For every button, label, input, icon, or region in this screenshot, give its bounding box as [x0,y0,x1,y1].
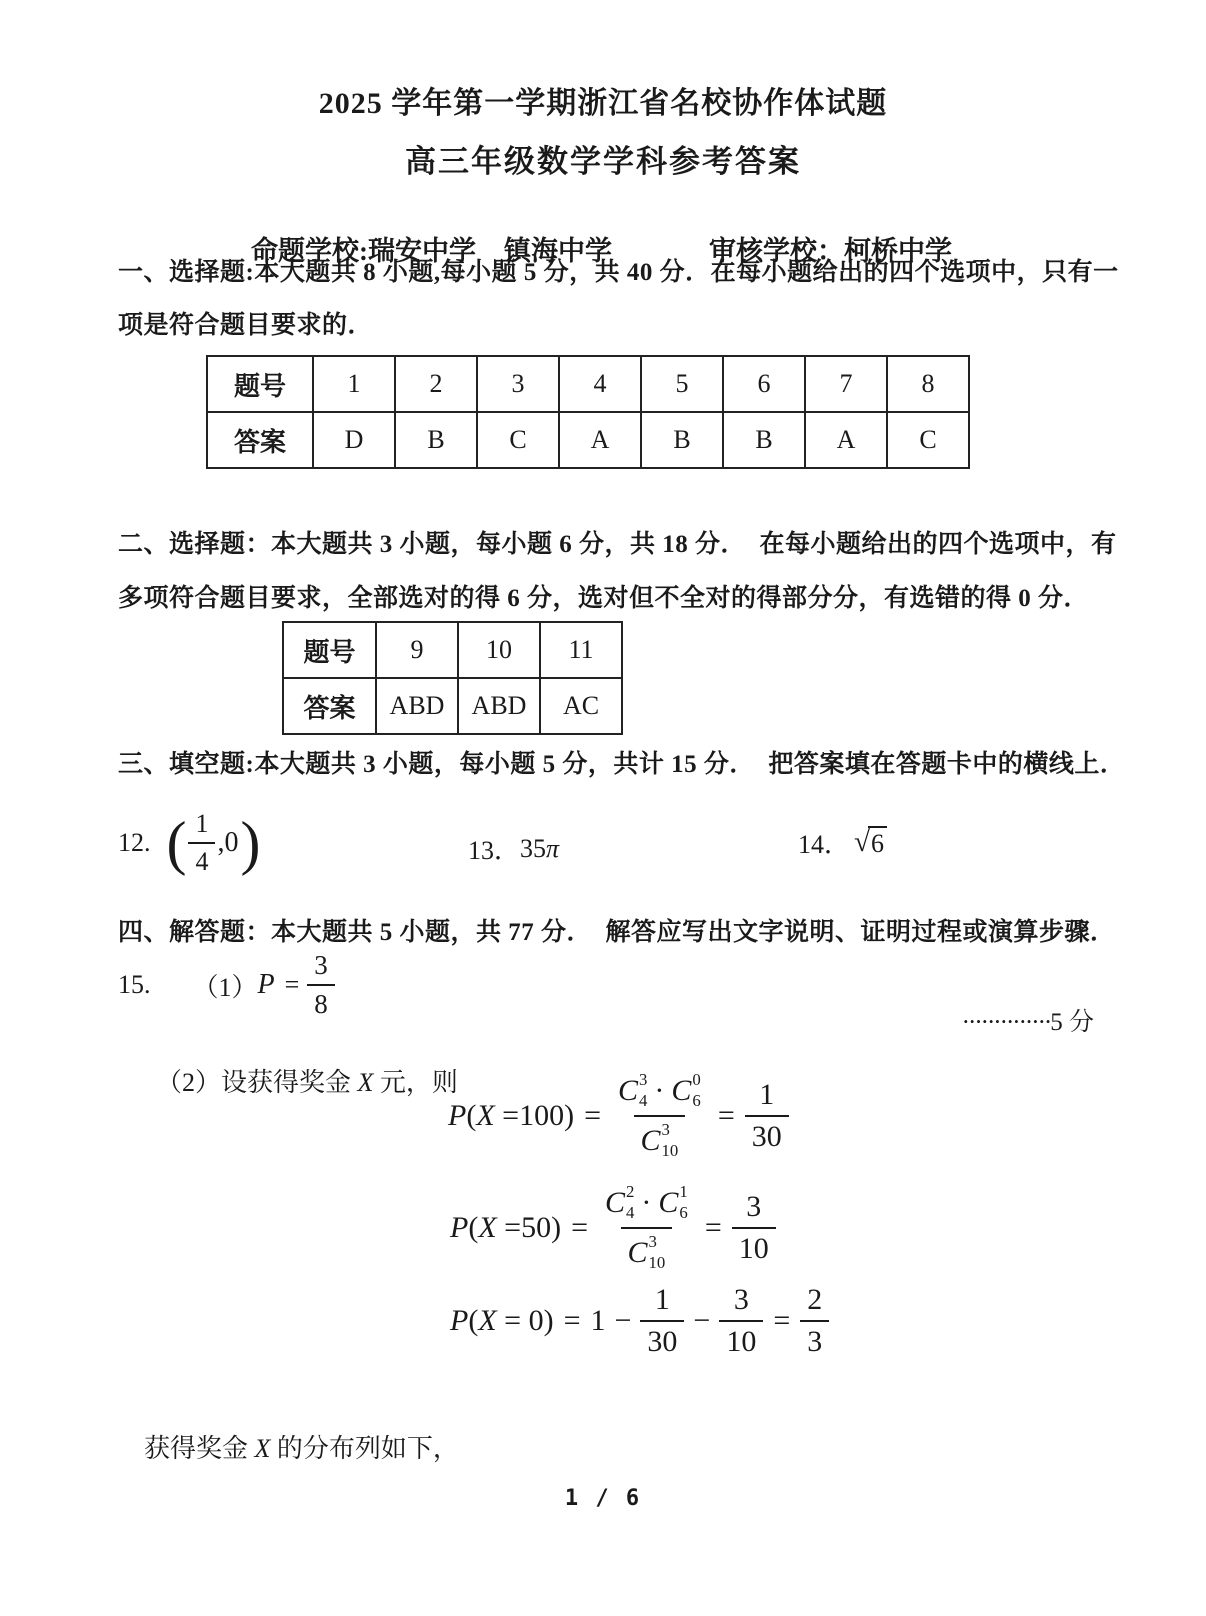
combination [618,1070,647,1112]
equals-sign: = [571,1211,588,1244]
combination-scripts [649,1232,666,1274]
fraction-numerator: 3 [746,1190,762,1223]
combination-letter: C [671,1074,692,1108]
equals-sign: = [563,1304,581,1337]
variable-x: X [357,1068,374,1097]
section3-heading: 三、填空题:本大题共 3 小题，每小题 5 分，共计 15 分． 把答案填在答题卡中的横线上． [118,751,1126,778]
combination [671,1070,700,1112]
fraction-denominator: 4 [188,842,215,877]
formula-p-x-100 [448,1070,789,1162]
answer-cell: C [477,412,559,468]
equals-sign: = [584,1099,601,1132]
table-answer-label: 答案 [207,412,313,468]
table-row [283,678,622,734]
answer-cell: AC [540,678,622,734]
fraction-denominator: 30 [745,1115,789,1154]
multiplication-dot: · [654,1074,665,1108]
subscript: 6 [692,1091,701,1111]
score-value: 5 分 [1050,1009,1094,1036]
combination [628,1232,666,1274]
answer-cell: A [559,412,641,468]
condition: = 0) [496,1304,554,1337]
combination-letter: C [605,1186,626,1220]
multiplication-dot: · [641,1186,652,1220]
pi-symbol: π [546,833,560,863]
distribution-intro [118,1398,459,1495]
subscript: 10 [661,1140,679,1160]
page-number: 1 / 6 [564,1486,642,1511]
reviewer-school: 审核学校：柯桥中学 [709,236,952,266]
fraction-denominator: 30 [640,1320,684,1359]
subscript: 6 [679,1203,688,1223]
combination-fraction [598,1182,695,1274]
question-number: 9 [376,622,458,678]
q12-fraction [188,809,215,877]
q15-label: 15. [118,970,151,999]
subscript: 4 [639,1091,648,1111]
result-fraction [732,1190,776,1266]
probability-symbol: P [448,1099,467,1132]
fraction-numerator [598,1182,695,1227]
open-paren: ( [166,810,187,876]
multi-choice-answer-table [282,621,623,735]
combination-letter: C [618,1074,639,1108]
table-header-label: 题号 [283,622,376,678]
superscript: 3 [648,1232,657,1251]
probability-symbol: P [450,1211,469,1244]
fraction-numerator: 3 [733,1283,749,1316]
equals-sign: = [704,1211,722,1244]
section2-heading-line2: 多项符合题目要求，全部选对的得 6 分，选对但不全对的得部分分，有选错的得 0 分． [118,585,1090,612]
number-one: 1 [590,1304,606,1337]
document-subtitle: 高三年级数学学科参考答案 [405,144,801,179]
formula-p-x-50 [450,1182,776,1274]
dot-leader: ·············· [961,1009,1051,1036]
table-row [283,622,622,678]
close-paren: ) [240,810,261,876]
fraction-denominator [634,1115,686,1162]
combination-scripts [626,1182,634,1224]
variable-x: X [478,1304,497,1337]
question-number: 3 [477,356,559,412]
subscript: 10 [648,1252,666,1272]
answer-cell: ABD [458,678,540,734]
q13-value: 35 [520,833,547,863]
formula-lhs [450,1211,561,1245]
fraction-3-10 [719,1283,763,1359]
open-paren: ( [466,1099,477,1132]
subscript: 4 [626,1203,635,1223]
section2-heading-line1: 二、选择题：本大题共 3 小题，每小题 6 分，共 18 分． 在每小题给出的四个选项中，有 [118,531,1117,558]
question-number: 4 [559,356,641,412]
radical-sign: √ [854,826,870,858]
part2-text-tail: 元，则 [373,1068,458,1097]
answer-cell: D [313,412,395,468]
section4-heading: 四、解答题：本大题共 5 小题，共 77 分． 解答应写出文字说明、证明过程或演算步骤． [118,919,1116,946]
answer-cell: A [805,412,887,468]
combination-scripts [639,1070,647,1112]
dist-text-tail: 的分布列如下， [270,1434,459,1463]
answer-cell: ABD [376,678,458,734]
answer-q14 [798,824,887,861]
question-number: 8 [887,356,969,412]
fraction-denominator [621,1227,673,1274]
section1-heading-line2: 项是符合题目要求的． [118,312,374,339]
combination-letter: C [627,1235,648,1269]
answer-cell: B [723,412,805,468]
equals-sign: = [717,1099,735,1132]
combination-scripts [662,1120,679,1162]
variable-x: X [476,1099,495,1132]
section1-heading-line1: 一、选择题:本大题共 8 小题,每小题 5 分，共 40 分．在每小题给出的四个选项中，只有一 [118,259,1119,286]
combination-scripts [679,1182,687,1224]
minus-sign: − [614,1304,632,1337]
radicand: 6 [868,826,887,859]
question-number: 1 [313,356,395,412]
answer-q13 [468,830,559,867]
q14-label: 14． [798,830,851,859]
probability-symbol: P [257,969,275,1000]
variable-x: X [478,1211,497,1244]
equals-sign: = [773,1304,791,1337]
combination [605,1182,634,1224]
formula-lhs [448,1099,574,1133]
condition: =100) [494,1099,575,1132]
fraction-denominator: 10 [719,1320,763,1359]
q15-part2-intro [130,1032,458,1129]
combination [641,1120,679,1162]
fraction-denominator: 3 [800,1320,829,1359]
fraction-numerator [611,1070,708,1115]
table-row [207,412,969,468]
proposer-school-2: 镇海中学 [504,236,612,266]
fraction-denominator: 8 [307,984,335,1020]
fraction-numerator: 1 [195,809,209,838]
dist-text: 获得奖金 [144,1434,255,1463]
square-root [854,826,887,859]
combination-scripts [692,1070,700,1112]
question-number: 7 [805,356,887,412]
answer-cell: B [641,412,723,468]
answer-q12 [118,800,260,886]
open-paren: ( [468,1211,479,1244]
open-paren: ( [468,1304,479,1337]
fraction-numerator: 1 [654,1283,670,1316]
formula-p-x-0 [450,1282,829,1360]
q12-pair-tail: ,0 [217,827,239,858]
part2-text: （2）设获得奖金 [156,1068,358,1097]
table-row [207,356,969,412]
fraction-1-30 [640,1283,684,1359]
fraction-numerator: 1 [759,1078,775,1111]
document-title: 2025 学年第一学期浙江省名校协作体试题 [318,87,888,120]
fraction-numerator: 3 [314,950,328,980]
q12-label: 12. [118,828,151,857]
formula-lhs [450,1304,554,1338]
superscript: 0 [692,1070,701,1090]
result-fraction [745,1078,789,1154]
superscript: 2 [626,1182,635,1202]
result-fraction [800,1283,829,1359]
table-header-label: 题号 [207,356,313,412]
variable-x: X [254,1434,271,1463]
combination-letter: C [658,1186,679,1220]
superscript: 1 [679,1182,688,1202]
table-answer-label: 答案 [283,678,376,734]
fraction-denominator: 10 [732,1227,776,1266]
q13-label: 13． [468,836,521,865]
question-number: 11 [540,622,622,678]
answer-cell: C [887,412,969,468]
combination [658,1182,687,1224]
proposer-school: 命题学校:瑞安中学 [251,236,476,266]
q15-part1 [118,950,335,1020]
superscript: 3 [639,1070,648,1090]
minus-sign: − [693,1304,711,1337]
fraction-numerator: 2 [807,1283,823,1316]
p-fraction [307,950,335,1020]
probability-symbol: P [450,1304,469,1337]
question-number: 10 [458,622,540,678]
superscript: 3 [661,1120,670,1139]
condition: =50) [496,1211,562,1244]
score-marker [937,974,1094,1066]
single-choice-answer-table [206,355,970,469]
equals-sign: = [284,970,300,999]
question-number: 2 [395,356,477,412]
combination-letter: C [640,1123,661,1157]
answer-cell: B [395,412,477,468]
question-number: 6 [723,356,805,412]
part1-label: （1） [192,972,258,1002]
question-number: 5 [641,356,723,412]
combination-fraction [611,1070,708,1162]
